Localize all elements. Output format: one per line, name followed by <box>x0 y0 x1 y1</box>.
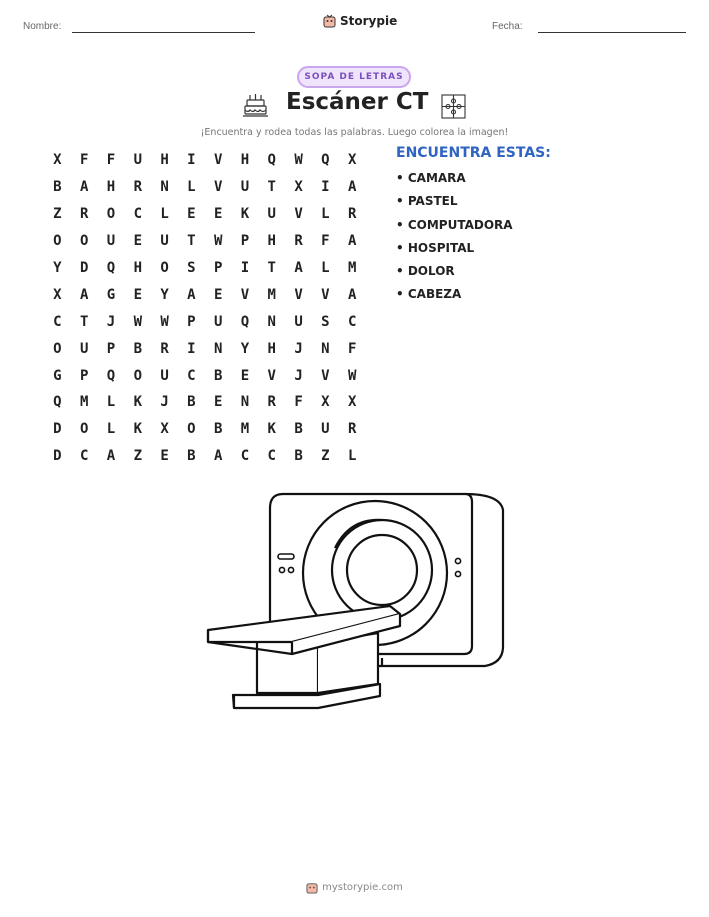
grid-cell[interactable]: C <box>53 313 62 330</box>
grid-cell[interactable]: J <box>294 340 303 357</box>
grid-cell[interactable]: Q <box>53 394 62 411</box>
grid-row <box>44 308 374 335</box>
grid-cell[interactable]: A <box>187 286 196 303</box>
grid-cell[interactable]: O <box>106 206 116 223</box>
grid-cell[interactable]: T <box>187 233 196 250</box>
grid-cell[interactable]: X <box>53 152 62 169</box>
grid-cell[interactable]: U <box>294 313 303 330</box>
grid-cell[interactable]: H <box>133 260 142 276</box>
grid-row <box>44 255 374 282</box>
grid-cell[interactable]: H <box>267 340 276 357</box>
grid-cell[interactable]: O <box>53 340 62 357</box>
grid-cell[interactable]: V <box>321 367 330 384</box>
grid-cell[interactable]: B <box>187 394 196 411</box>
grid-cell[interactable]: R <box>79 206 89 223</box>
grid-cell[interactable]: R <box>267 394 276 411</box>
grid-cell[interactable]: E <box>213 286 223 303</box>
grid-cell[interactable]: C <box>347 313 357 330</box>
grid-cell[interactable]: A <box>213 448 223 465</box>
grid-cell[interactable]: F <box>79 152 89 169</box>
grid-cell[interactable]: L <box>321 206 330 223</box>
grid-cell[interactable]: O <box>133 367 142 384</box>
grid-cell[interactable]: R <box>133 179 142 196</box>
grid-cell[interactable]: E <box>213 394 223 411</box>
grid-cell[interactable]: U <box>79 340 89 357</box>
grid-cell[interactable]: W <box>160 313 169 330</box>
grid-row <box>44 147 374 174</box>
grid-cell[interactable]: X <box>160 421 169 438</box>
grid-cell[interactable]: H <box>160 152 169 169</box>
grid-cell[interactable]: X <box>321 394 330 411</box>
grid-cell[interactable]: Y <box>240 340 250 357</box>
grid-cell[interactable]: U <box>240 179 250 196</box>
grid-cell[interactable]: R <box>294 233 303 250</box>
grid-row <box>44 389 374 416</box>
grid-cell[interactable]: C <box>267 448 276 465</box>
grid-cell[interactable]: M <box>240 421 250 438</box>
grid-cell[interactable]: T <box>79 313 89 330</box>
grid-row <box>44 335 374 362</box>
grid-cell[interactable]: X <box>53 286 62 303</box>
grid-cell[interactable]: P <box>240 233 250 250</box>
grid-cell[interactable]: J <box>160 394 169 411</box>
grid-cell[interactable]: Y <box>53 260 62 276</box>
grid-cell[interactable]: O <box>79 421 89 438</box>
grid-cell[interactable]: E <box>160 448 169 465</box>
grid-cell[interactable]: B <box>133 340 142 357</box>
grid-cell[interactable]: B <box>213 367 223 384</box>
grid-row <box>44 174 374 201</box>
grid-cell[interactable]: T <box>267 260 276 276</box>
grid-cell[interactable]: F <box>321 233 330 250</box>
grid-cell[interactable]: U <box>133 152 142 169</box>
grid-cell[interactable]: X <box>347 394 357 411</box>
grid-cell[interactable]: L <box>347 448 357 465</box>
grid-row <box>44 281 374 308</box>
grid-cell[interactable]: V <box>240 286 250 303</box>
grid-cell[interactable]: R <box>160 340 169 357</box>
grid-cell[interactable]: C <box>79 448 89 465</box>
grid-cell[interactable]: G <box>106 286 116 303</box>
grid-cell[interactable]: Q <box>321 152 330 169</box>
grid-cell[interactable]: K <box>133 421 142 438</box>
grid-cell[interactable]: A <box>347 233 357 250</box>
ct-scanner-illustration <box>200 488 510 718</box>
grid-cell[interactable]: J <box>294 367 303 384</box>
grid-cell[interactable]: C <box>133 206 142 223</box>
grid-cell[interactable]: Q <box>240 313 250 330</box>
grid-cell[interactable]: X <box>294 179 303 196</box>
grid-cell[interactable]: D <box>79 260 89 276</box>
grid-cell[interactable]: W <box>294 152 303 169</box>
puzzle-icon <box>440 93 467 120</box>
grid-cell[interactable]: L <box>106 394 116 411</box>
grid-cell[interactable]: V <box>213 179 223 196</box>
grid-cell[interactable]: Z <box>133 448 142 465</box>
date-label: Fecha: <box>492 21 523 32</box>
grid-cell[interactable]: N <box>321 340 330 357</box>
grid-cell[interactable]: U <box>321 421 330 438</box>
grid-cell[interactable]: V <box>294 286 303 303</box>
grid-cell[interactable]: E <box>213 206 223 223</box>
grid-cell[interactable]: I <box>187 340 196 357</box>
grid-cell[interactable]: A <box>79 179 89 196</box>
storypie-logo-icon <box>306 881 318 894</box>
grid-cell[interactable]: W <box>213 233 223 250</box>
grid-cell[interactable]: Z <box>321 448 330 465</box>
storypie-logo-icon <box>323 14 336 28</box>
grid-row <box>44 416 374 443</box>
page-title: Escáner CT <box>286 89 429 115</box>
grid-cell[interactable]: L <box>106 421 116 438</box>
grid-cell[interactable]: L <box>160 206 169 223</box>
grid-cell[interactable]: T <box>267 179 276 196</box>
word-list-item: • HOSPITAL <box>396 240 475 255</box>
grid-cell[interactable]: V <box>213 152 223 169</box>
grid-cell[interactable]: A <box>294 260 303 276</box>
grid-cell[interactable]: B <box>53 179 62 196</box>
grid-cell[interactable]: I <box>187 152 196 169</box>
grid-cell[interactable]: D <box>53 421 62 438</box>
grid-cell[interactable]: X <box>347 152 357 169</box>
grid-cell[interactable]: A <box>347 286 357 303</box>
grid-cell[interactable]: V <box>267 367 276 384</box>
grid-cell[interactable]: H <box>106 179 116 196</box>
grid-cell[interactable]: U <box>213 313 223 330</box>
footer <box>0 881 709 894</box>
grid-row <box>44 362 374 389</box>
grid-cell[interactable]: F <box>347 340 357 357</box>
grid-cell[interactable]: G <box>53 367 62 384</box>
grid-cell[interactable]: W <box>347 367 357 384</box>
word-list-title: ENCUENTRA ESTAS: <box>396 145 551 161</box>
word-list-item: • CABEZA <box>396 287 462 302</box>
grid-cell[interactable]: U <box>160 233 169 250</box>
grid-cell[interactable]: N <box>240 394 250 411</box>
grid-cell[interactable]: R <box>347 421 357 438</box>
name-label: Nombre: <box>23 21 62 32</box>
word-list-item: • PASTEL <box>396 194 458 209</box>
brand-name: Storypie <box>340 14 398 28</box>
grid-cell[interactable]: E <box>240 367 250 384</box>
grid-cell[interactable]: Q <box>267 152 276 169</box>
date-field[interactable] <box>538 32 686 33</box>
grid-cell[interactable]: O <box>53 233 62 250</box>
grid-cell[interactable]: K <box>240 206 250 223</box>
word-list-item: • COMPUTADORA <box>396 217 513 232</box>
grid-cell[interactable]: P <box>187 313 196 330</box>
grid-cell[interactable]: V <box>321 286 330 303</box>
grid-cell[interactable]: Y <box>160 286 169 303</box>
grid-cell[interactable]: F <box>106 152 116 169</box>
footer-url[interactable]: mystorypie.com <box>322 882 403 893</box>
grid-cell[interactable]: H <box>240 152 250 169</box>
grid-cell[interactable]: A <box>347 179 357 196</box>
grid-cell[interactable]: B <box>294 448 303 465</box>
grid-cell[interactable]: U <box>160 367 169 384</box>
grid-cell[interactable]: B <box>187 448 196 465</box>
grid-cell[interactable]: E <box>133 233 142 250</box>
grid-row <box>44 443 374 470</box>
grid-cell[interactable]: S <box>321 313 330 330</box>
grid-cell[interactable]: O <box>79 233 89 250</box>
word-list <box>396 171 513 311</box>
grid-row <box>44 201 374 228</box>
grid-cell[interactable]: B <box>294 421 303 438</box>
grid-cell[interactable]: L <box>187 179 196 196</box>
grid-cell[interactable]: H <box>267 233 276 250</box>
activity-badge: SOPA DE LETRAS <box>297 66 411 88</box>
grid-cell[interactable]: I <box>240 260 250 276</box>
grid-cell[interactable]: N <box>213 340 223 357</box>
grid-cell[interactable]: E <box>133 286 142 303</box>
grid-cell[interactable]: O <box>187 421 196 438</box>
grid-cell[interactable]: M <box>347 260 357 276</box>
grid-cell[interactable]: B <box>213 421 223 438</box>
grid-cell[interactable]: R <box>347 206 357 223</box>
grid-cell[interactable]: E <box>187 206 196 223</box>
grid-cell[interactable]: K <box>267 421 276 438</box>
grid-cell[interactable]: N <box>267 313 276 330</box>
grid-cell[interactable]: Q <box>106 367 116 384</box>
grid-cell[interactable]: M <box>267 286 276 303</box>
grid-cell[interactable]: U <box>106 233 116 250</box>
grid-cell[interactable]: W <box>133 313 142 330</box>
brand-logo <box>323 14 397 28</box>
name-field[interactable] <box>72 32 255 33</box>
grid-cell[interactable]: S <box>187 260 196 276</box>
grid-cell[interactable]: L <box>321 260 330 276</box>
grid-cell[interactable]: P <box>106 340 116 357</box>
word-list-item: • CAMARA <box>396 171 466 185</box>
grid-cell[interactable]: P <box>213 260 223 276</box>
word-search-grid[interactable] <box>44 147 374 470</box>
grid-cell[interactable]: P <box>79 367 89 384</box>
grid-cell[interactable]: V <box>294 206 303 223</box>
grid-cell[interactable]: C <box>187 367 196 384</box>
grid-cell[interactable]: I <box>321 179 330 196</box>
grid-cell[interactable]: Q <box>106 260 116 276</box>
grid-cell[interactable]: K <box>133 394 142 411</box>
grid-cell[interactable]: A <box>79 286 89 303</box>
grid-cell[interactable]: M <box>79 394 89 411</box>
word-list-item: • DOLOR <box>396 264 455 279</box>
grid-cell[interactable]: A <box>106 448 116 465</box>
grid-cell[interactable]: O <box>160 260 169 276</box>
grid-cell[interactable]: J <box>106 313 116 330</box>
grid-cell[interactable]: D <box>53 448 62 465</box>
grid-cell[interactable]: F <box>294 394 303 411</box>
instructions: ¡Encuentra y rodea todas las palabras. Luego colorea la imagen! <box>200 127 509 138</box>
grid-row <box>44 228 374 255</box>
grid-cell[interactable]: N <box>160 179 169 196</box>
birthday-cake-icon <box>242 92 269 119</box>
grid-cell[interactable]: U <box>267 206 276 223</box>
grid-cell[interactable]: C <box>240 448 250 465</box>
grid-cell[interactable]: Z <box>53 206 62 223</box>
